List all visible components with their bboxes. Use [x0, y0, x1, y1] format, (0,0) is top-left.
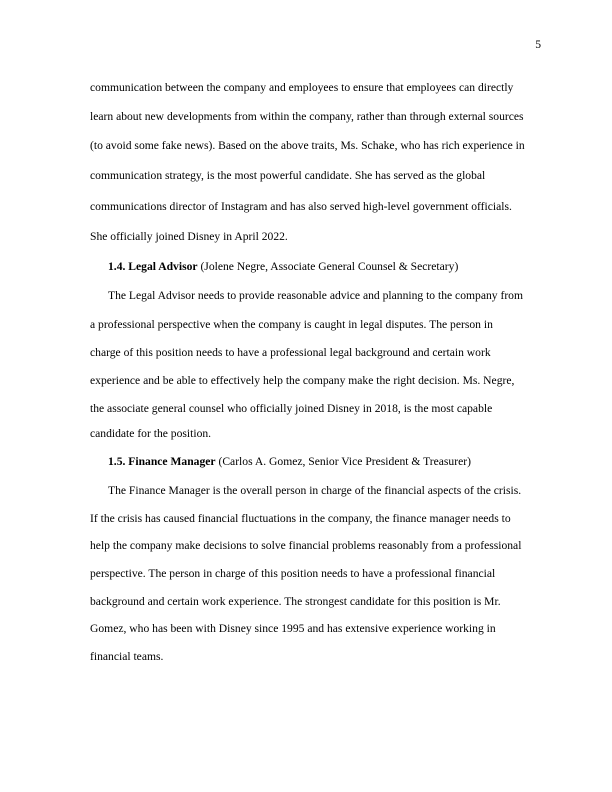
paragraph-line: If the crisis has caused financial fluctuations in the company, the finance manager needs to — [90, 512, 511, 525]
paragraph-line: background and certain work experience. The strongest candidate for this position is Mr. — [90, 595, 501, 608]
paragraph-line: communication between the company and employees to ensure that employees can directly — [90, 81, 514, 94]
paragraph-line: charge of this position needs to have a professional legal background and certain work — [90, 346, 491, 359]
paragraph-line: Gomez, who has been with Disney since 1995 and has extensive experience working in — [90, 622, 496, 635]
section-heading-subtitle: (Jolene Negre, Associate General Counsel & Secretary) — [197, 260, 459, 273]
section-heading-title: 1.4. Legal Advisor — [108, 260, 198, 273]
paragraph-line: communication strategy, is the most powerful candidate. She has served as the global — [90, 169, 486, 182]
paragraph-line: financial teams. — [90, 650, 164, 663]
paragraph-line: (to avoid some fake news). Based on the above traits, Ms. Schake, who has rich experience in — [90, 139, 525, 152]
section-heading-title: 1.5. Finance Manager — [108, 455, 216, 468]
page-number: 5 — [535, 38, 541, 51]
paragraph-line: The Legal Advisor needs to provide reasonable advice and planning to the company from — [108, 289, 523, 302]
paragraph-line: candidate for the position. — [90, 427, 212, 440]
paragraph-line: communications director of Instagram and has also served high-level government officials. — [90, 200, 512, 213]
paragraph-line: perspective. The person in charge of this position needs to have a professional financial — [90, 567, 496, 580]
paragraph-line: help the company make decisions to solve financial problems reasonably from a professional — [90, 539, 522, 552]
paragraph-line: the associate general counsel who officially joined Disney in 2018, is the most capable — [90, 402, 493, 415]
paragraph-line: experience and be able to effectively help the company make the right decision. Ms. Negre, — [90, 374, 515, 387]
section-heading-subtitle: (Carlos A. Gomez, Senior Vice President & Treasurer) — [215, 455, 471, 468]
paragraph-line: a professional perspective when the company is caught in legal disputes. The person in — [90, 318, 493, 331]
paragraph-line: She officially joined Disney in April 2022. — [90, 230, 288, 243]
paragraph-line: The Finance Manager is the overall person in charge of the financial aspects of the crisis. — [108, 484, 522, 497]
section-heading-legal-advisor — [108, 260, 458, 274]
paragraph-line: learn about new developments from within the company, rather than through external sources — [90, 110, 524, 123]
section-heading-finance-manager — [108, 455, 471, 469]
